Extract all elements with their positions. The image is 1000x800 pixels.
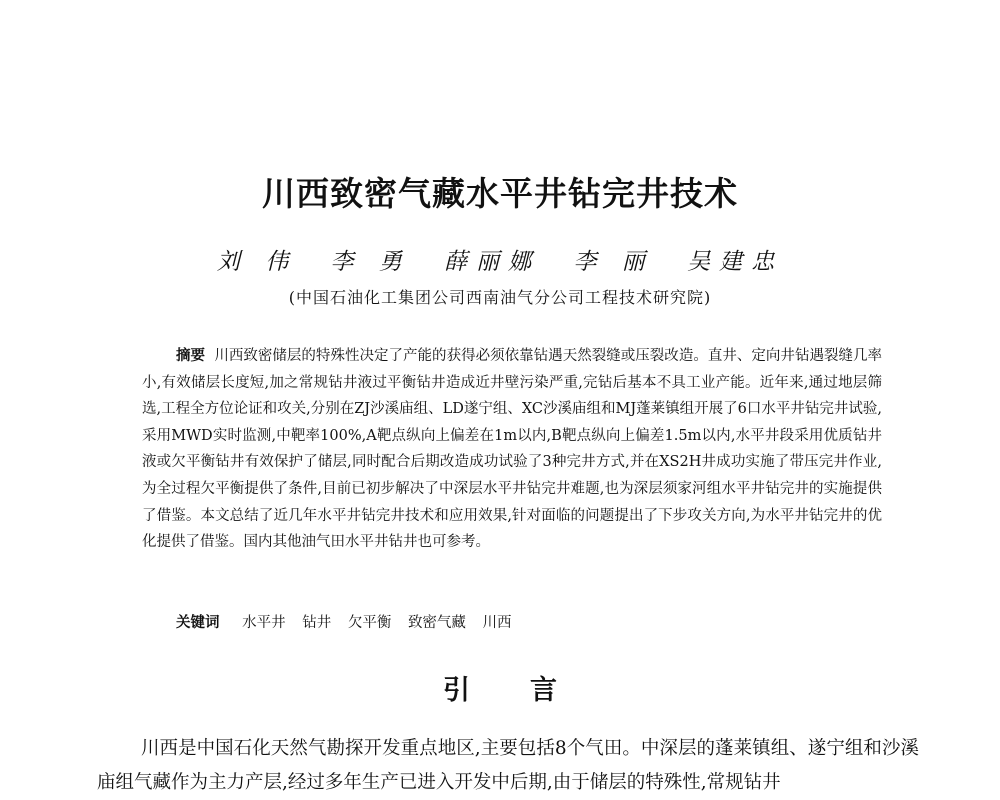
keyword: 钻井 xyxy=(302,615,332,631)
section-heading xyxy=(0,668,1000,707)
author-name: 李 丽 xyxy=(573,249,654,275)
body-paragraph: 川西是中国石化天然气勘探开发重点地区,主要包括8个气田。中深层的蓬莱镇组、遂宁组和沙溪庙组气藏作为主力产层,经过多年生产已进入开发中后期,由于储层的特殊性,常规钻井 xyxy=(97,738,919,793)
author-name: 薛丽娜 xyxy=(444,249,541,275)
abstract-label: 摘要 xyxy=(176,348,206,364)
paper-title: 川西致密气藏水平井钻完井技术 xyxy=(262,174,738,213)
keywords xyxy=(176,611,524,632)
keywords-label: 关键词 xyxy=(176,615,220,631)
keyword: 水平井 xyxy=(242,615,286,631)
keyword: 川西 xyxy=(482,615,512,631)
affiliation: (中国石油化工集团公司西南油气分公司工程技术研究院) xyxy=(288,288,712,307)
section-heading-text: 引言 xyxy=(443,675,617,706)
abstract-text: 川西致密储层的特殊性决定了产能的获得必须依靠钻遇天然裂缝或压裂改造。直井、定向井钻遇裂缝几率小,有效储层长度短,加之常规钻井液过平衡钻井造成近井壁污染严重,完钻后基本不具工业产能。近年来,通过地层筛选,工程全方位论证和攻关,分别在ZJ沙溪庙组、LD遂宁组、XC沙溪庙组和MJ蓬莱镇组开展了6口水平井钻完井试验,采用MWD实时监测,中靶率100%,A靶点纵向上偏差在1m以内,B靶点纵向上偏差1.5m以内,水平井段采用优质钻井液或欠平衡钻井有效保护了储层,同时配合后期改造成功试验了3种完井方式,并在XS2H井成功实施了带压完井作业,为全过程欠平衡提供了条件,目前已初步解决了中深层水平井钻完井难题,也为深层须家河组水平井钻完井的实施提供了借鉴。本文总结了近几年水平井钻完井技术和应用效果,针对面临的问题提出了下步攻关方向,为水平井钻完井的优化提供了借鉴。国内其他油气田水平井钻井也可参考。 xyxy=(142,348,883,551)
keyword: 致密气藏 xyxy=(407,615,466,631)
author-name: 吴建忠 xyxy=(687,249,784,275)
author-list xyxy=(0,243,1000,276)
keyword: 欠平衡 xyxy=(347,615,392,631)
abstract xyxy=(142,343,882,556)
author-name: 李 勇 xyxy=(330,249,411,275)
author-name: 刘 伟 xyxy=(216,249,298,275)
